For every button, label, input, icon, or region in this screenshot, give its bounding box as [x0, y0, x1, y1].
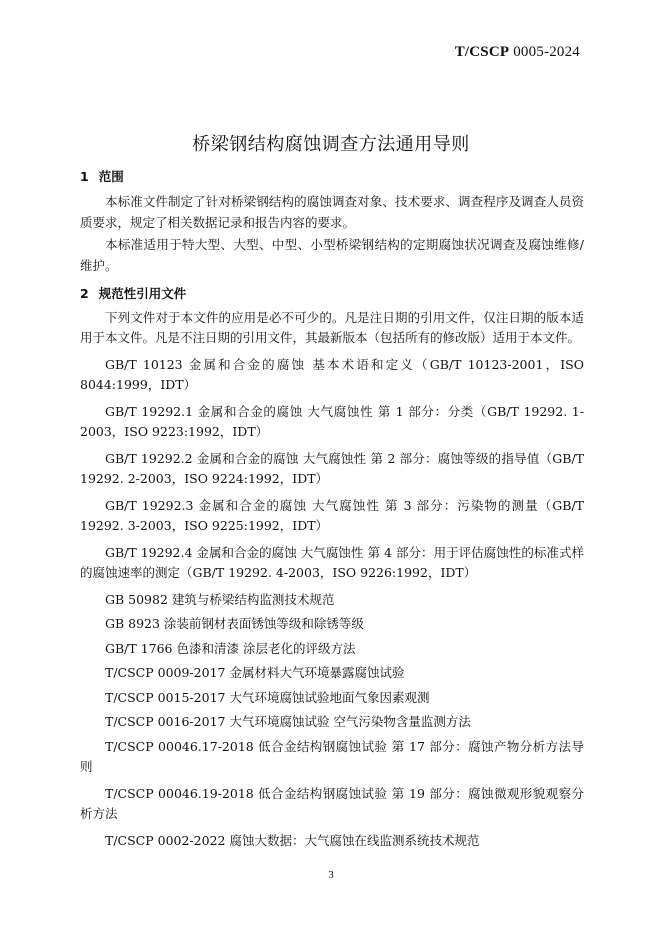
reference-item: T/CSCP 0015-2017 大气环境腐蚀试验地面气象因素观测	[105, 689, 430, 705]
document-code	[455, 44, 580, 61]
page-number: 3	[328, 869, 334, 881]
reference-item: GB/T 19292.4 金属和合金的腐蚀 大气腐蚀性 第 4 部分：用于评估腐蚀性的标准式样的腐蚀速率的测定（GB/T 19292. 4-2003，ISO 9226:1992，IDT）	[80, 544, 584, 581]
section-number: 2	[80, 285, 89, 301]
document-title: 桥梁钢结构腐蚀调查方法通用导则	[192, 134, 470, 155]
document-body	[80, 166, 584, 855]
scope-paragraph: 本标准文件制定了针对桥梁钢结构的腐蚀调查对象、技术要求、调查程序及调查人员资质要求，规定了相关数据记录和报告内容的要求。	[80, 193, 584, 231]
reference-item: T/CSCP 0009-2017 金属材料大气环境暴露腐蚀试验	[105, 665, 405, 681]
reference-item: GB/T 19292.2 金属和合金的腐蚀 大气腐蚀性 第 2 部分：腐蚀等级的指导值（GB/T 19292. 2-2003，ISO 9224:1992，IDT）	[80, 450, 584, 487]
reference-item: GB/T 19292.1 金属和合金的腐蚀 大气腐蚀性 第 1 部分：分类（GB/T 19292. 1-2003，ISO 9223:1992，IDT）	[80, 403, 584, 440]
reference-item: T/CSCP 0002-2022 腐蚀大数据：大气腐蚀在线监测系统技术规范	[105, 832, 480, 848]
document-code-number: 0005-2024	[509, 44, 580, 60]
reference-item: GB 8923 涂装前钢材表面锈蚀等级和除锈等级	[105, 616, 364, 632]
reference-item: T/CSCP 00046.19-2018 低合金结构钢腐蚀试验 第 19 部分：腐蚀微观形貌观察分析方法	[80, 785, 584, 822]
document-code-prefix: T/CSCP	[454, 44, 510, 60]
reference-item: GB/T 19292.3 金属和合金的腐蚀 大气腐蚀性 第 3 部分：污染物的测量（GB/T 19292. 3-2003，ISO 9225:1992，IDT）	[80, 497, 584, 534]
section-title: 范围	[98, 169, 124, 184]
section-title: 规范性引用文件	[98, 285, 187, 301]
section-1-heading	[80, 166, 584, 188]
reference-item: T/CSCP 00046.17-2018 低合金结构钢腐蚀试验 第 17 部分：腐蚀产物分析方法导则	[80, 738, 584, 775]
reference-item: T/CSCP 0016-2017 大气环境腐蚀试验 空气污染物含量监测方法	[105, 714, 471, 730]
scope-paragraph: 本标准适用于特大型、大型、中型、小型桥梁钢结构的定期腐蚀状况调查及腐蚀维修/维护。	[80, 236, 584, 274]
section-number: 1	[80, 169, 89, 184]
reference-item: GB/T 1766 色漆和清漆 涂层老化的评级方法	[105, 640, 356, 656]
reference-item: GB/T 10123 金属和合金的腐蚀 基本术语和定义（GB/T 10123-2001，ISO 8044:1999，IDT）	[80, 356, 584, 393]
references-intro: 下列文件对于本文件的应用是必不可少的。凡是注日期的引用文件，仅注日期的版本适用于本文件。凡是不注日期的引用文件，其最新版本（包括所有的修改版）适用于本文件。	[80, 309, 584, 346]
reference-item: GB 50982 建筑与桥梁结构监测技术规范	[105, 591, 335, 607]
section-2-heading	[80, 283, 584, 305]
